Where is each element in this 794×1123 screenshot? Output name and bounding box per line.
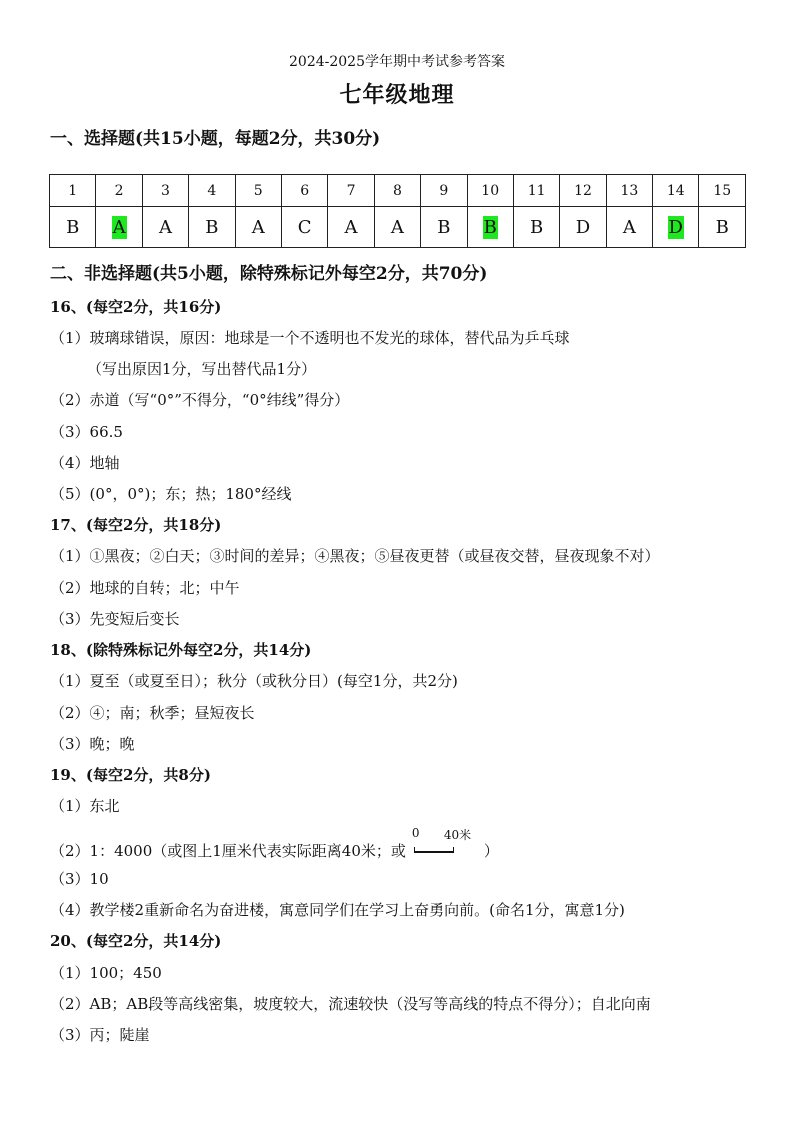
q16-line3: （3）66.5 (50, 423, 123, 441)
q19-heading: 19、(每空2分，共8分) (50, 766, 211, 784)
answer-cell (606, 207, 652, 248)
answer-letter-highlighted: B (483, 216, 497, 238)
q16-line1-note: （写出原因1分，写出替代品1分） (87, 360, 317, 378)
answer-letter-highlighted: A (112, 216, 126, 238)
question-number: 8 (374, 175, 420, 207)
question-number: 7 (328, 175, 374, 207)
scale-bar-zero: 0 (411, 826, 420, 840)
scale-bar-icon (406, 826, 484, 862)
q19-line2 (50, 826, 499, 862)
q18-line3: （3）晚；晚 (50, 735, 135, 753)
answer-cell (281, 207, 327, 248)
question-number: 14 (653, 175, 699, 207)
answer-letter: B (205, 216, 219, 238)
q18-line2: （2）④；南；秋季；昼短夜长 (50, 704, 255, 722)
q16-line1: （1）玻璃球错误，原因：地球是一个不透明也不发光的球体，替代品为乒乓球 (50, 329, 570, 347)
q19-line3: （3）10 (50, 870, 109, 888)
question-number: 15 (699, 175, 746, 207)
q20-line3: （3）丙；陡崖 (50, 1026, 150, 1044)
answer-letter-highlighted: D (668, 216, 683, 238)
section2-heading: 二、非选择题(共5小题，除特殊标记外每空2分，共70分) (50, 264, 488, 284)
answer-letter: C (297, 216, 312, 238)
question-number-row (50, 175, 746, 207)
answer-cell (421, 207, 467, 248)
answer-cell (653, 207, 699, 248)
question-number: 13 (606, 175, 652, 207)
question-number: 4 (189, 175, 235, 207)
question-number: 5 (235, 175, 281, 207)
answer-key-row (50, 207, 746, 248)
answer-cell (560, 207, 606, 248)
q20-line1: （1）100；450 (50, 964, 162, 982)
answer-cell (189, 207, 235, 248)
question-number: 6 (281, 175, 327, 207)
q18-heading: 18、(除特殊标记外每空2分，共14分) (50, 641, 312, 659)
answer-table (49, 174, 746, 248)
answer-cell (235, 207, 281, 248)
question-number: 10 (467, 175, 513, 207)
q17-line1: （1）①黑夜；②白天；③时间的差异；④黑夜；⑤昼夜更替（或昼夜交替，昼夜现象不对） (50, 547, 660, 565)
q19-line2-text: （2）1：4000（或图上1厘米代表实际距离40米；或 (50, 842, 406, 860)
answer-cell (699, 207, 746, 248)
page-title: 七年级地理 (339, 82, 455, 108)
question-number: 11 (513, 175, 559, 207)
answer-cell (96, 207, 142, 248)
question-number: 12 (560, 175, 606, 207)
q17-line3: （3）先变短后变长 (50, 610, 180, 628)
answer-letter: B (66, 216, 80, 238)
answer-cell (142, 207, 188, 248)
question-number: 3 (142, 175, 188, 207)
scale-bar-40m: 40米 (443, 828, 472, 842)
answer-letter: A (158, 216, 172, 238)
section1-heading: 一、选择题(共15小题，每题2分，共30分) (50, 129, 381, 149)
answer-letter: B (715, 216, 729, 238)
q18-line1: （1）夏至（或夏至日）；秋分（或秋分日）(每空1分，共2分) (50, 672, 458, 690)
answer-letter: A (390, 216, 404, 238)
answer-letter: B (437, 216, 451, 238)
q17-heading: 17、(每空2分，共18分) (50, 516, 222, 534)
answer-letter: A (251, 216, 265, 238)
q19-line1: （1）东北 (50, 797, 120, 815)
answer-letter: B (529, 216, 544, 238)
question-number: 1 (50, 175, 96, 207)
answer-cell (328, 207, 374, 248)
answer-cell (513, 207, 559, 248)
question-number: 2 (96, 175, 142, 207)
answer-letter: A (622, 216, 636, 238)
document-header: 2024-2025学年期中考试参考答案 (289, 54, 505, 70)
q16-heading: 16、(每空2分，共16分) (50, 298, 222, 316)
q17-line2: （2）地球的自转；北；中午 (50, 579, 240, 597)
q16-line2: （2）赤道（写“0°”不得分，“0°纬线”得分） (50, 391, 350, 409)
answer-letter: A (344, 216, 358, 238)
question-number: 9 (421, 175, 467, 207)
answer-cell (50, 207, 96, 248)
q16-line5: （5）(0°，0°)；东；热；180°经线 (50, 485, 292, 503)
q20-heading: 20、(每空2分，共14分) (50, 932, 222, 950)
q19-line2-close: ） (483, 842, 499, 860)
answer-letter: D (575, 216, 591, 238)
answer-cell (467, 207, 513, 248)
q20-line2: （2）AB；AB段等高线密集，坡度较大，流速较快（没写等高线的特点不得分）；自北向南 (50, 995, 651, 1013)
q16-line4: （4）地轴 (50, 454, 120, 472)
q19-line4: （4）教学楼2重新命名为奋进楼，寓意同学们在学习上奋勇向前。(命名1分，寓意1分) (50, 901, 625, 919)
answer-cell (374, 207, 420, 248)
